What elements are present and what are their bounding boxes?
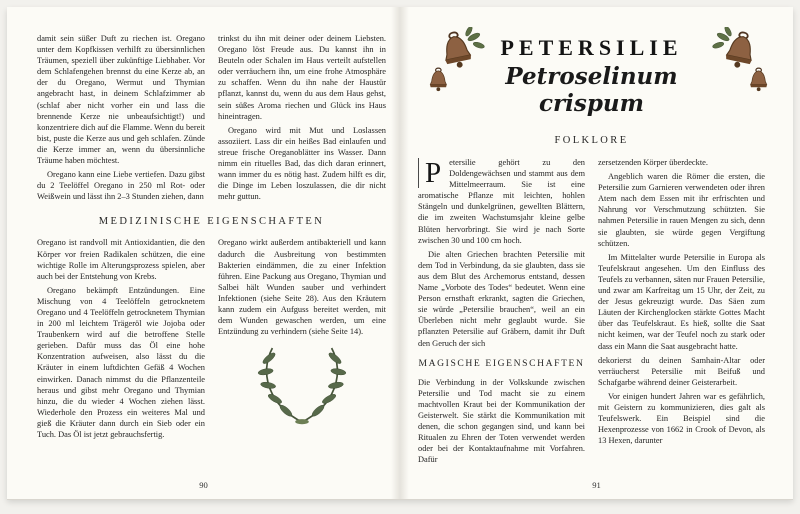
paragraph: zersetzenden Körper überdeckte. [598,158,708,167]
paragraph: damit sein süßer Duft zu riechen ist. Oregano unter dem Kopfkissen verhilft zu übersinnlichen Träumen, speziell über zukünftige Liebhaber. Vor dem Schlafengehen brennst du eine Kerze ab, an der du Oregano, Wermut und Thymian angebracht hast, in deinem Schlafzimmer ab (schlaf aber nicht vorher ein und lass die brennende Kerze nie unbeaufsichtigt!) und konzentriere dich auf die Flamme. Wenn du bereit bist, puste die Kerze aus und geh schlafen. Zünde die Kerze immer an, wenn du übersinnliche Träume haben möchtest. [37,34,206,166]
book-spread [7,7,793,499]
paragraph: Vor einigen hundert Jahren war es gefährlich, mit Geistern zu kommunizieren, dies galt als Teufelswerk. Ein Beispiel sind die Hexenprozesse von 1662 in Crook of Devon, als 13 Hexen, darunter [598,391,765,446]
paragraph-text: etersilie gehört zu den Doldengewächsen und stammt aus dem Mittelmeerraum. Sie ist eine aromatische Pflanze mit leichten, hohlen Stängeln und dunkelgrünen, gewellten Blättern, die im zweiten Wachstumsjahr kleine gelbe Blüten hervorbringt. Sie wird je nach Sorte zwischen 30 und 100 cm hoch. [418,158,585,245]
bell-icon [705,27,771,103]
paragraph: Im Mittelalter wurde Petersilie in Europa als Teufelskraut angesehen. Um den Einfluss des Teufels zu verbannen, säten nur Frauen Petersilie, und zwar am Karfreitag um 15 Uhr, der Zeit, zu der Jesus gekreuzigt wurde. Das Säen zum Läuten der Kirchenglocken stärkte Gottes Macht über das Teufelskraut. Es hieß, sollte die Saat nicht keimen, war der Teufel noch zu stark oder dass ein Mann die Saat ausgebracht hatte. [598,252,765,351]
paragraph: Angeblich waren die Römer die ersten, die Petersilie zum Garnieren verwendeten oder ihren Atem nach dem Essen mit ihr erfrischten und Nahrung vor Verschmutzung schützten. Sie nahmen Petersilie in rauen Mengen zu sich, denn sie glaubten, sie würde gegen Vergiftung schützen. [598,172,765,248]
right-page [400,7,793,499]
left-page-top-columns [37,33,386,205]
page-number-left: 90 [199,480,208,490]
paragraph: Oregano bekämpft Entzündungen. Eine Mischung von 4 Teelöffeln getrocknetem Oregano und 4 Teelöffeln getrocknetem Thymian in 200 ml leichtem Trägeröl wie Jojoba oder Traubenkern wird auf die betroffene Stelle gerieben. Dafür muss das Öl eine hohe Konzentration aufweisen, also lässt du die Kräuter in einem luftdichten Gefäß 4 Wochen einwirken. Danach nimmst du die Pflanzenteile heraus und gibst mehr Oregano und Thymian hinzu, die du wieder 4 Wochen ziehen lässt. Wiederhole den Prozess ein weiteres Mal und gieß die Kräuter dann durch ein Sieb oder ein Tuch. Das Öl ist jetzt gebrauchsfertig. [37,285,205,439]
paragraph: Oregano ist randvoll mit Antioxidantien, die den Körper vor freien Radikalen schützen, die eine wichtige Rolle im Alterungsprozess spielen, aber auch bei der Entstehung von Krebs. [37,238,205,281]
paragraph: Oregano wirkt außerdem antibakteriell und kann dadurch die Ausbreitung von bestimmten Bakterien eindämmen, die zu einer Infektion führen. Eine Packung aus Oregano, Thymian und Salbei hält Wunden sauber und verhindert Infektionen (siehe Seite 28). Aus den Kräutern kann zudem ein Aufguss bereitet werden, mit dem Wunden gewaschen werden, um eine Entzündung zu verhindern (siehe Seite 14). [218,238,386,337]
left-page [7,7,400,499]
left-page-bottom-columns [37,237,386,443]
right-page-columns [418,157,765,468]
left-column-2-bottom [218,237,386,443]
right-column-1 [418,157,585,468]
paragraph: Oregano kann eine Liebe vertiefen. Dazu gibst du 2 Teelöffel Oregano in 250 ml Rot- oder Weißwein und lässt ihn 2–3 Stunden ziehen, dann [37,170,205,202]
section-header-folklore: FOLKLORE [554,135,629,146]
right-column-2 [598,157,765,468]
section-header-magische-eigenschaften: MAGISCHE EIGENSCHAFTEN [418,357,585,369]
chapter-subtitle-latin-name: Petroselinum crispum [505,63,678,117]
section-header-medizinische-eigenschaften: MEDIZINISCHE EIGENSCHAFTEN [98,216,325,228]
paragraph: Oregano wird mit Mut und Loslassen assoziiert. Lass dir ein heißes Bad einlaufen und streue frische Oreganoblätter ins Wasser. Dann nimm ein rituelles Bad, das dich daran erinnert, wann immer du es nötig hast. Zudem hilft es dir, die Dinge im Leben loszulassen, die dir nicht mehr guttun. [218,125,386,202]
paragraph: Die alten Griechen brachten Petersilie mit dem Tod in Verbindung, da sie glaubten, dass sie aus dem Blut des Archemorus entstand, dessen Name „Vorbote des Todes“ bedeutet. Wenn eine Person ernsthaft erkrankt, sagten die Griechen, sie würde „Petersilie brauchen“, weil an ein Überleben nicht mehr geglaubt wurde. Sie pflanzten Petersilie auf Gräbern, damit ihr Duft den Geruch der sich [418,249,585,348]
left-column-1-top [37,33,205,205]
left-column-2-top [218,33,386,205]
chapter-title-block [474,35,709,117]
paragraph-with-dropcap [418,157,585,246]
paragraph: dekorierst du deinen Samhain-Altar oder verräucherst Petersilie mit Beifuß und Schafgarbe während deiner Geisterarbeit. [598,355,765,387]
paragraph: Die Verbindung in der Volkskunde zwischen Petersilie und Tod macht sie zu einem machtvollen Kraut bei der Kommunikation der Geisterwelt. Sie stärkt die Kommunikation mit denen, die schon gegangen sind, und kann bei Ritualen zu Ehren der Toten verwendet werden oder bei der Kontaktaufnahme mit Vorfahren. Dafür [418,377,585,465]
left-column-1-bottom [37,237,205,443]
paragraph: trinkst du ihn mit deiner oder deinem Liebsten. Oregano löst Freude aus. Du kannst ihn in Beuteln oder Schalen im Haus verteilt aufstellen oder verräuchern ihn, um eine frohe Atmosphäre zu schaffen. Wenn du ihn nahe der Haustür pflanzt, kannst du, wenn du aus dem Haus gehst, sein süßes Aroma riechen und Glück ins Haus hineintragen. [218,34,386,121]
chapter-title: PETERSILIE [500,35,683,60]
drop-cap: P [418,158,445,188]
page-number-right: 91 [592,480,601,490]
laurel-vine-icon [247,343,357,431]
laurel-ornament-container [218,343,386,436]
